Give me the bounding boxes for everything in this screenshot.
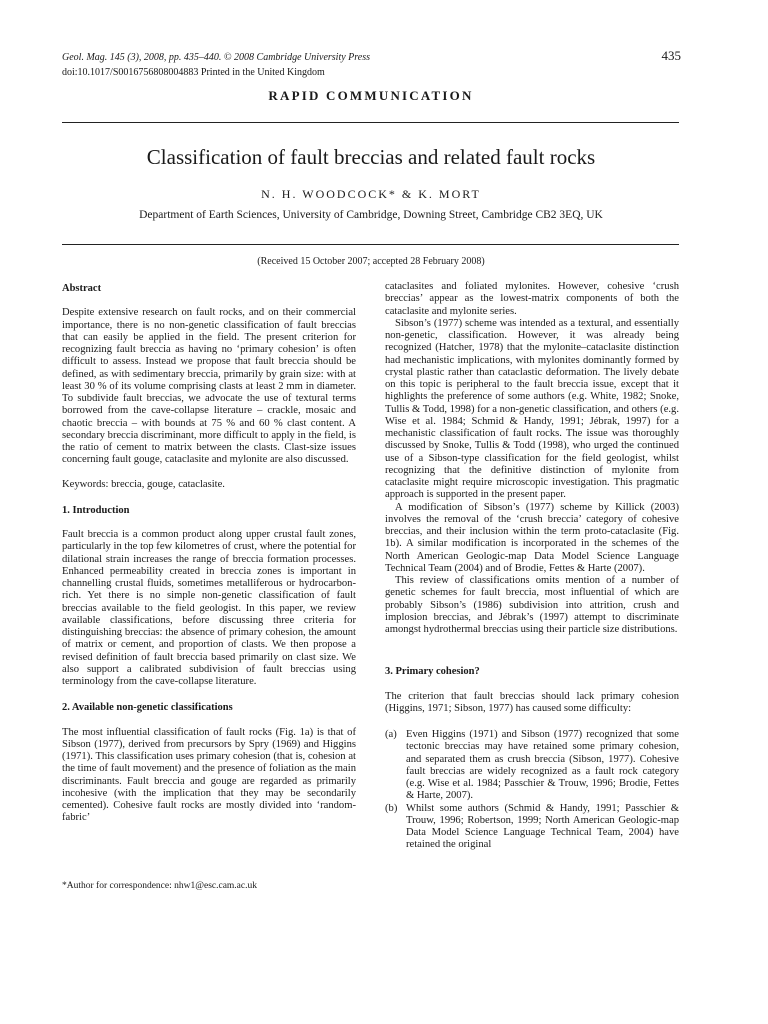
page-number: 435: [661, 48, 681, 63]
list-item: [385, 803, 679, 852]
left-column: [62, 283, 356, 825]
journal-line-1: Geol. Mag. 145 (3), 2008, pp. 435–440. © 2008 Cambridge University Press: [62, 52, 371, 63]
list-item-label: (a): [385, 729, 397, 740]
section2-paragraph-1-continued: cataclasites and foliated mylonites. However, cohesive ‘crush breccias’ appear as the lowest-matrix components of both the cataclasite and mylonite series.: [385, 281, 679, 317]
abstract-text: Despite extensive research on fault rocks, and on their commercial importance, there is no non-genetic classification of fault breccias that can easily be applied in the field. The present criterion for recognizing fault breccia as having no ‘primary cohesion’ is often difficult to assess. Instead we propose that fault breccia should be defined, as with sedimentary breccia, primarily by grain size: with at least 30 % of its volume comprising clasts at least 2 mm in diameter. To subdivide fault breccias, we advocate the use of textural terms borrowed from the cave-collapse literature – crackle, mosaic and chaotic breccia – with bounds at 75 % and 60 % clast content. A secondary breccia discriminant, more difficult to apply in the field, is the ratio of cement to matrix between the clasts. Clast-size issues concerning fault gouge, cataclasite and mylonite are also discussed.: [62, 307, 356, 466]
section2-paragraph-4: This review of classifications omits mention of a number of genetic schemes for fault breccia, most influential of which are probably Sibson’s (1986) subdivision into attrition, crush and implosion breccias, and Jébrak’s (1997) attempt to discriminate amongst hydrothermal breccias using their particle size distributions.: [385, 575, 679, 635]
section2-paragraph-2: Sibson’s (1977) scheme was intended as a textural, and essentially non-genetic, classification. However, it was already being recognized (Hatcher, 1978) that the mylonite–cataclasite distinction had mechanistic implications, with mylonites dominantly formed by crystal plastic rather than cataclastic deformation. The lively debate on this topic is peripheral to the fault breccia issue, except that it highlights the preference of some authors (e.g. White, 1982; Snoke, Tullis & Todd, 1998) for a non-genetic classification, and others (e.g. Wise et al. 1984; Schmid & Handy, 1991; Jébrak, 1997) for a mechanistic classification of fault rocks. The issue was thoroughly discussed by Snoke, Tullis & Todd (1998), who urged the continued use of a Sibson-type classification for the field geologist, whilst recognizing that the definitive distinction of mylonite from cataclasite might require microscopic investigation. This pragmatic approach is supported in the present paper.: [385, 317, 679, 501]
intro-heading: 1. Introduction: [62, 504, 130, 516]
right-column: [385, 281, 679, 852]
section-label: RAPID COMMUNICATION: [268, 88, 474, 103]
list-item-text: Even Higgins (1971) and Sibson (1977) recognized that some tectonic breccias may have retained some primary cohesion, and separated them as crush breccia (Sibson, 1977). Cohesive fault breccias are widely recognized as a fault rock category (e.g. Wise et al. 1984; Passchier & Trouw, 1996; Brodie, Fettes & Harte, 2007).: [406, 729, 679, 802]
section2-paragraph-1: The most influential classification of fault rocks (Fig. 1a) is that of Sibson (1977), derived from precursors by Spry (1969) and Higgins (1971). This classification uses primary cohesion (that is, cohesion at the time of fault movement) and the presence of foliation as the main discriminants. Fault breccia and gouge are regarded as primarily incohesive (with the implication that they may be secondarily cemented). Cohesive fault rocks are mostly divided into ‘random-fabric’: [62, 726, 356, 824]
section3-paragraph-1: The criterion that fault breccias should lack primary cohesion (Higgins, 1971; Sibson, 1977) has caused some difficulty:: [385, 690, 679, 714]
section2-paragraph-3: A modification of Sibson’s (1977) scheme by Killick (2003) involves the removal of the ‘crush breccia’ category of cohesive breccias, and their inclusion within the term proto-cataclasite (Fig. 1b). A similar modification is incorporated in the schemes of the North American Geologic-map Data Model Science Language Technical Team (2004) and of Brodie, Fettes & Harte (2007).: [385, 501, 679, 574]
section3-heading: 3. Primary cohesion?: [385, 666, 480, 678]
section2-heading: 2. Available non-genetic classifications: [62, 702, 233, 714]
keywords: Keywords: breccia, gouge, cataclasite.: [62, 478, 225, 490]
received-dates: (Received 15 October 2007; accepted 28 February 2008): [257, 256, 485, 267]
article-affiliation: Department of Earth Sciences, University of Cambridge, Downing Street, Cambridge CB2 3EQ, UK: [139, 209, 603, 221]
article-title: Classification of fault breccias and related fault rocks: [146, 145, 596, 169]
article-authors: N. H. WOODCOCK* & K. MORT: [261, 187, 481, 201]
top-divider: [62, 122, 679, 123]
list-item: [385, 729, 679, 803]
list-item-text: Whilst some authors (Schmid & Handy, 1991; Passchier & Trouw, 1996; Robertson, 1999; North American Geologic-map Data Model Science Language Technical Team, 2004) have retained the original: [406, 802, 679, 851]
abstract-heading: Abstract: [62, 283, 102, 294]
intro-paragraph: Fault breccia is a common product along upper crustal fault zones, particularly in the top few kilometres of crust, where the potential for dilational strain increases the range of breccia formation processes. Enhanced permeability created in breccia zones is important in channelling crustal fluids, sometimes metalliferous or hydrocarbon-rich. Yet there is no simple non-genetic classification of fault breccias available to the field geologist. In this paper, we review available classifications, before discussing three criteria for distinguishing breccias: the absence of primary cohesion, the amount of matrix or cement, and proportion of clasts. We then propose a revised definition of fault breccia based primarily on clast size. We also support a calibrated subdivision of fault breccias using terminology from the cave-collapse literature.: [62, 529, 356, 687]
journal-citation: [62, 50, 370, 80]
correspondence-footnote: *Author for correspondence: nhw1@esc.cam.ac.uk: [62, 881, 257, 891]
header-divider: [62, 244, 679, 245]
journal-line-2: doi:10.1017/S0016756808004883 Printed in the United Kingdom: [62, 67, 325, 78]
list-item-label: (b): [385, 802, 398, 814]
